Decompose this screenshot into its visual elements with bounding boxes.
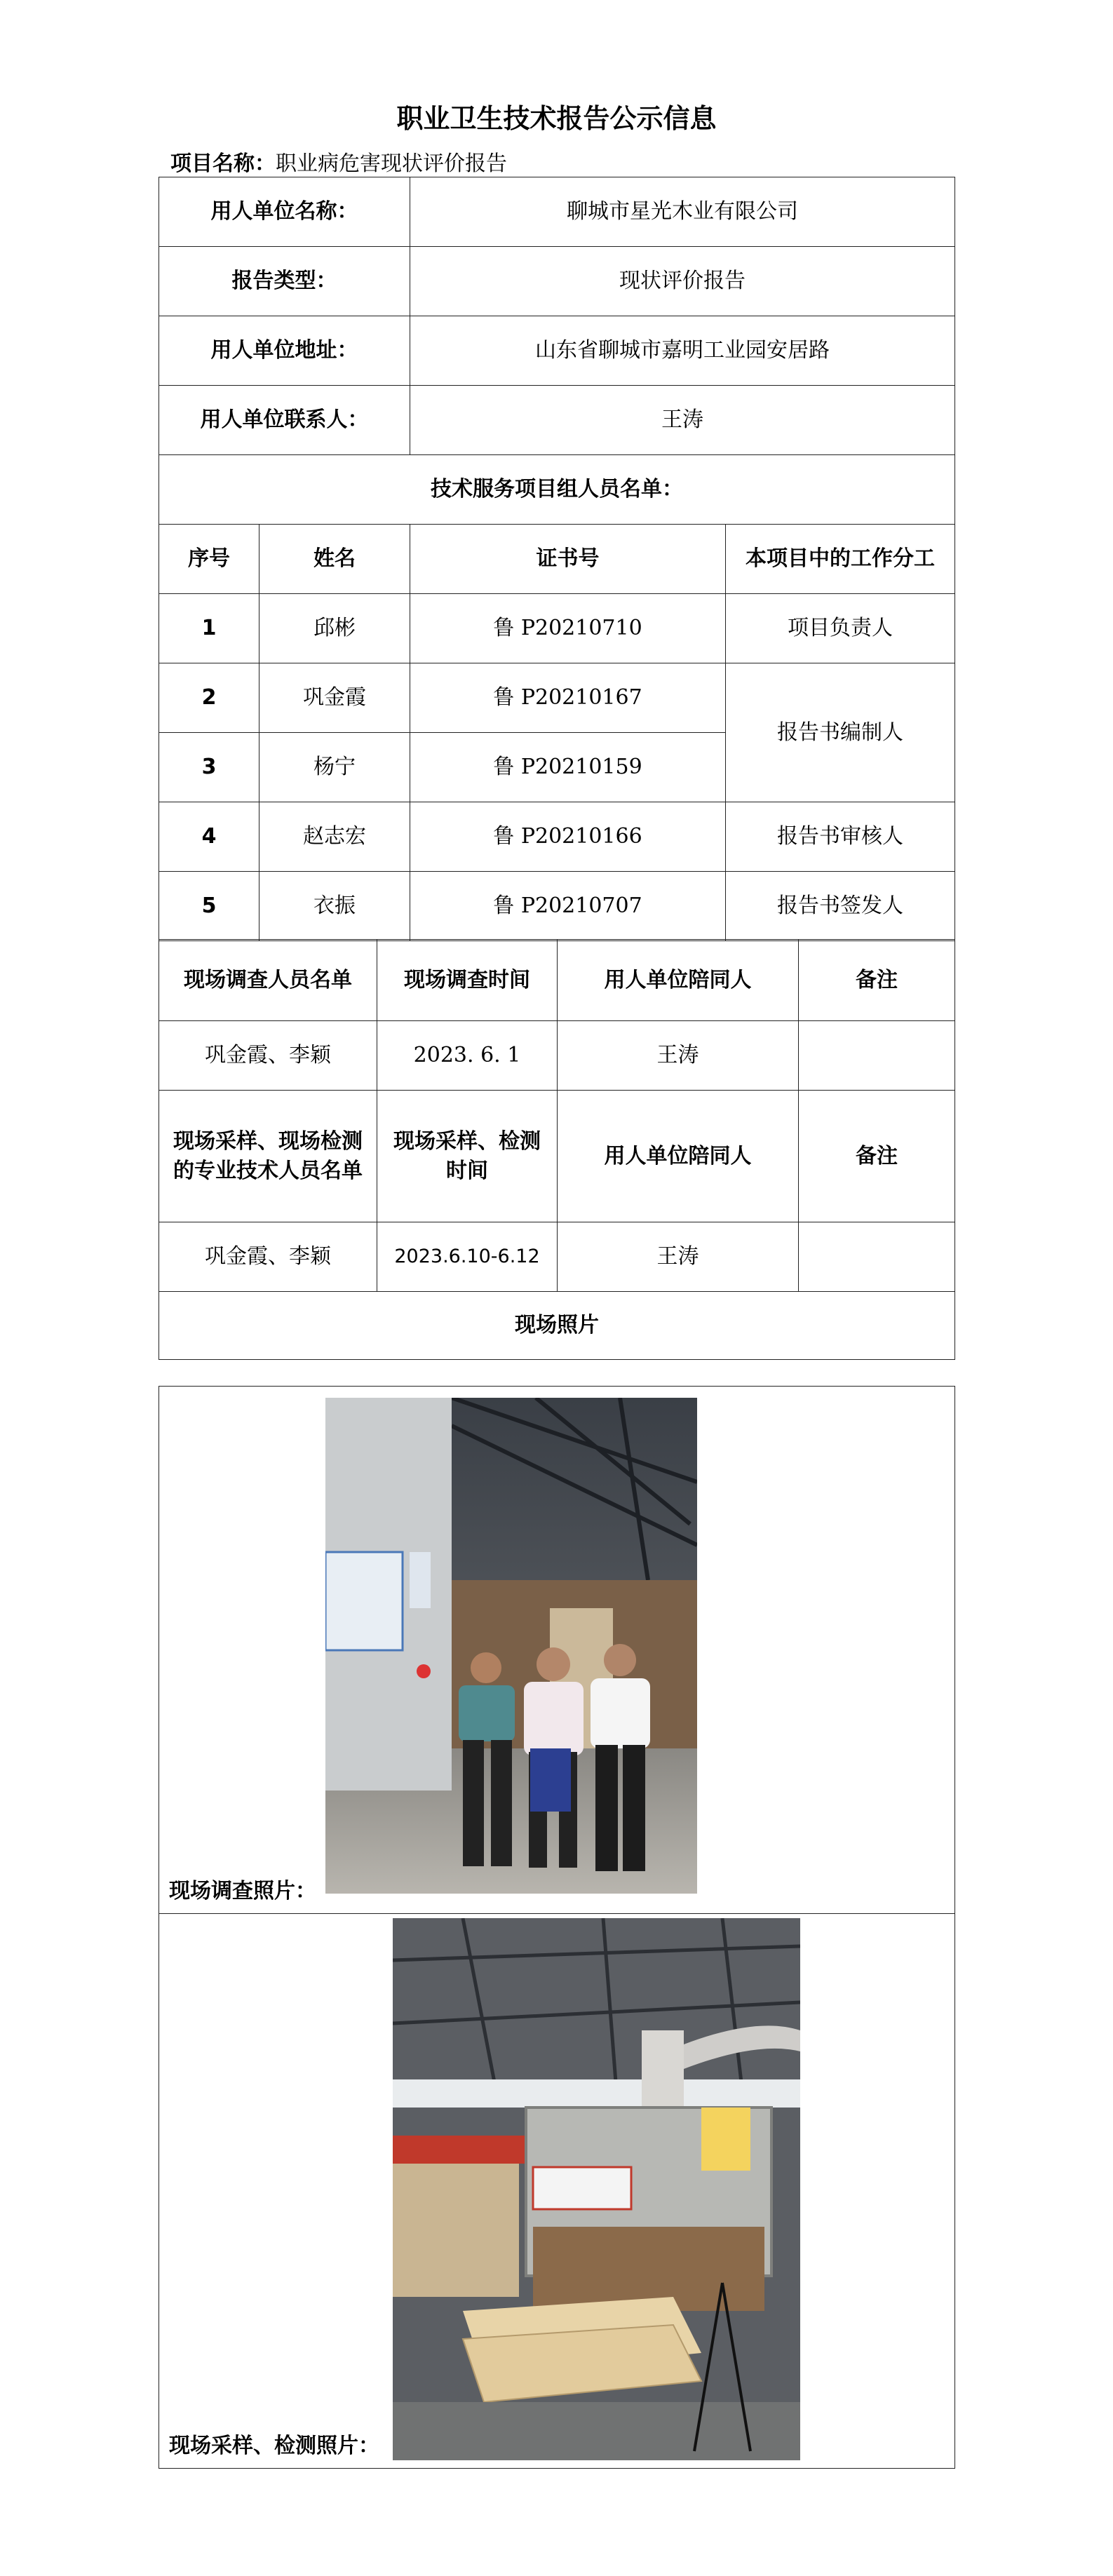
header-name: 姓名 — [259, 525, 410, 594]
member-cert: 鲁 P20210159 — [410, 733, 726, 802]
sampling-photo-row — [159, 1914, 955, 2469]
info-table — [158, 177, 955, 941]
sampling-header-row — [159, 1091, 955, 1222]
sampling-time-header: 现场采样、检测时间 — [377, 1091, 558, 1222]
employer-name-label: 用人单位名称： — [159, 177, 410, 247]
member-no: 2 — [159, 663, 259, 733]
contact-row — [159, 386, 955, 455]
survey-people-header: 现场调查人员名单 — [159, 940, 377, 1021]
survey-time: 2023. 6. 1 — [377, 1021, 558, 1091]
table-row — [159, 663, 955, 733]
address-value: 山东省聊城市嘉明工业园安居路 — [410, 316, 955, 386]
sampling-remark — [799, 1222, 955, 1292]
employer-name-row — [159, 177, 955, 247]
sampling-photo — [393, 1918, 800, 2460]
sampling-people: 巩金霞、李颖 — [159, 1222, 377, 1292]
member-cert: 鲁 P20210710 — [410, 594, 726, 663]
header-no: 序号 — [159, 525, 259, 594]
member-role: 报告书审核人 — [726, 802, 955, 872]
survey-time-header: 现场调查时间 — [377, 940, 558, 1021]
member-role-merged: 报告书编制人 — [726, 663, 955, 802]
project-name-value: 职业病危害现状评价报告 — [276, 151, 507, 176]
header-cert: 证书号 — [410, 525, 726, 594]
table-row — [159, 802, 955, 872]
contact-value: 王涛 — [410, 386, 955, 455]
member-no: 3 — [159, 733, 259, 802]
project-name — [170, 146, 507, 177]
member-role: 报告书签发人 — [726, 872, 955, 941]
member-cert: 鲁 P20210707 — [410, 872, 726, 941]
survey-photo — [325, 1398, 697, 1894]
team-section-title: 技术服务项目组人员名单： — [159, 455, 955, 525]
survey-remark — [799, 1021, 955, 1091]
header-role: 本项目中的工作分工 — [726, 525, 955, 594]
photo-section-row — [159, 1292, 955, 1360]
member-no: 4 — [159, 802, 259, 872]
member-no: 1 — [159, 594, 259, 663]
member-cert: 鲁 P20210167 — [410, 663, 726, 733]
sampling-escort: 王涛 — [558, 1222, 799, 1292]
survey-photo-cell — [159, 1387, 955, 1914]
address-row — [159, 316, 955, 386]
survey-escort-header: 用人单位陪同人 — [558, 940, 799, 1021]
employer-name-value: 聊城市星光木业有限公司 — [410, 177, 955, 247]
photo-table — [158, 1386, 955, 2469]
survey-header-row — [159, 940, 955, 1021]
member-name: 赵志宏 — [259, 802, 410, 872]
report-type-label: 报告类型： — [159, 247, 410, 316]
member-no: 5 — [159, 872, 259, 941]
photo-section-title: 现场照片 — [159, 1292, 955, 1360]
table-row — [159, 594, 955, 663]
member-name: 衣振 — [259, 872, 410, 941]
address-label: 用人单位地址： — [159, 316, 410, 386]
report-type-row — [159, 247, 955, 316]
survey-escort: 王涛 — [558, 1021, 799, 1091]
document-title: 职业卫生技术报告公示信息 — [396, 103, 717, 134]
sampling-time: 2023.6.10-6.12 — [377, 1222, 558, 1292]
sampling-people-header: 现场采样、现场检测的专业技术人员名单 — [159, 1091, 377, 1222]
sampling-escort-header: 用人单位陪同人 — [558, 1091, 799, 1222]
survey-table — [158, 939, 955, 1360]
member-cert: 鲁 P20210166 — [410, 802, 726, 872]
contact-label: 用人单位联系人： — [159, 386, 410, 455]
survey-photo-row — [159, 1387, 955, 1914]
member-name: 巩金霞 — [259, 663, 410, 733]
survey-remark-header: 备注 — [799, 940, 955, 1021]
member-role: 项目负责人 — [726, 594, 955, 663]
report-type-value: 现状评价报告 — [410, 247, 955, 316]
table-row — [159, 872, 955, 941]
survey-people: 巩金霞、李颖 — [159, 1021, 377, 1091]
sampling-remark-header: 备注 — [799, 1091, 955, 1222]
sampling-photo-cell — [159, 1914, 955, 2469]
survey-photo-label: 现场调查照片： — [169, 1879, 316, 1903]
project-name-label: 项目名称： — [170, 151, 276, 176]
member-name: 杨宁 — [259, 733, 410, 802]
team-section-row — [159, 455, 955, 525]
member-name: 邱彬 — [259, 594, 410, 663]
team-header-row — [159, 525, 955, 594]
sampling-photo-label: 现场采样、检测照片： — [169, 2434, 379, 2458]
sampling-row — [159, 1222, 955, 1292]
survey-row — [159, 1021, 955, 1091]
